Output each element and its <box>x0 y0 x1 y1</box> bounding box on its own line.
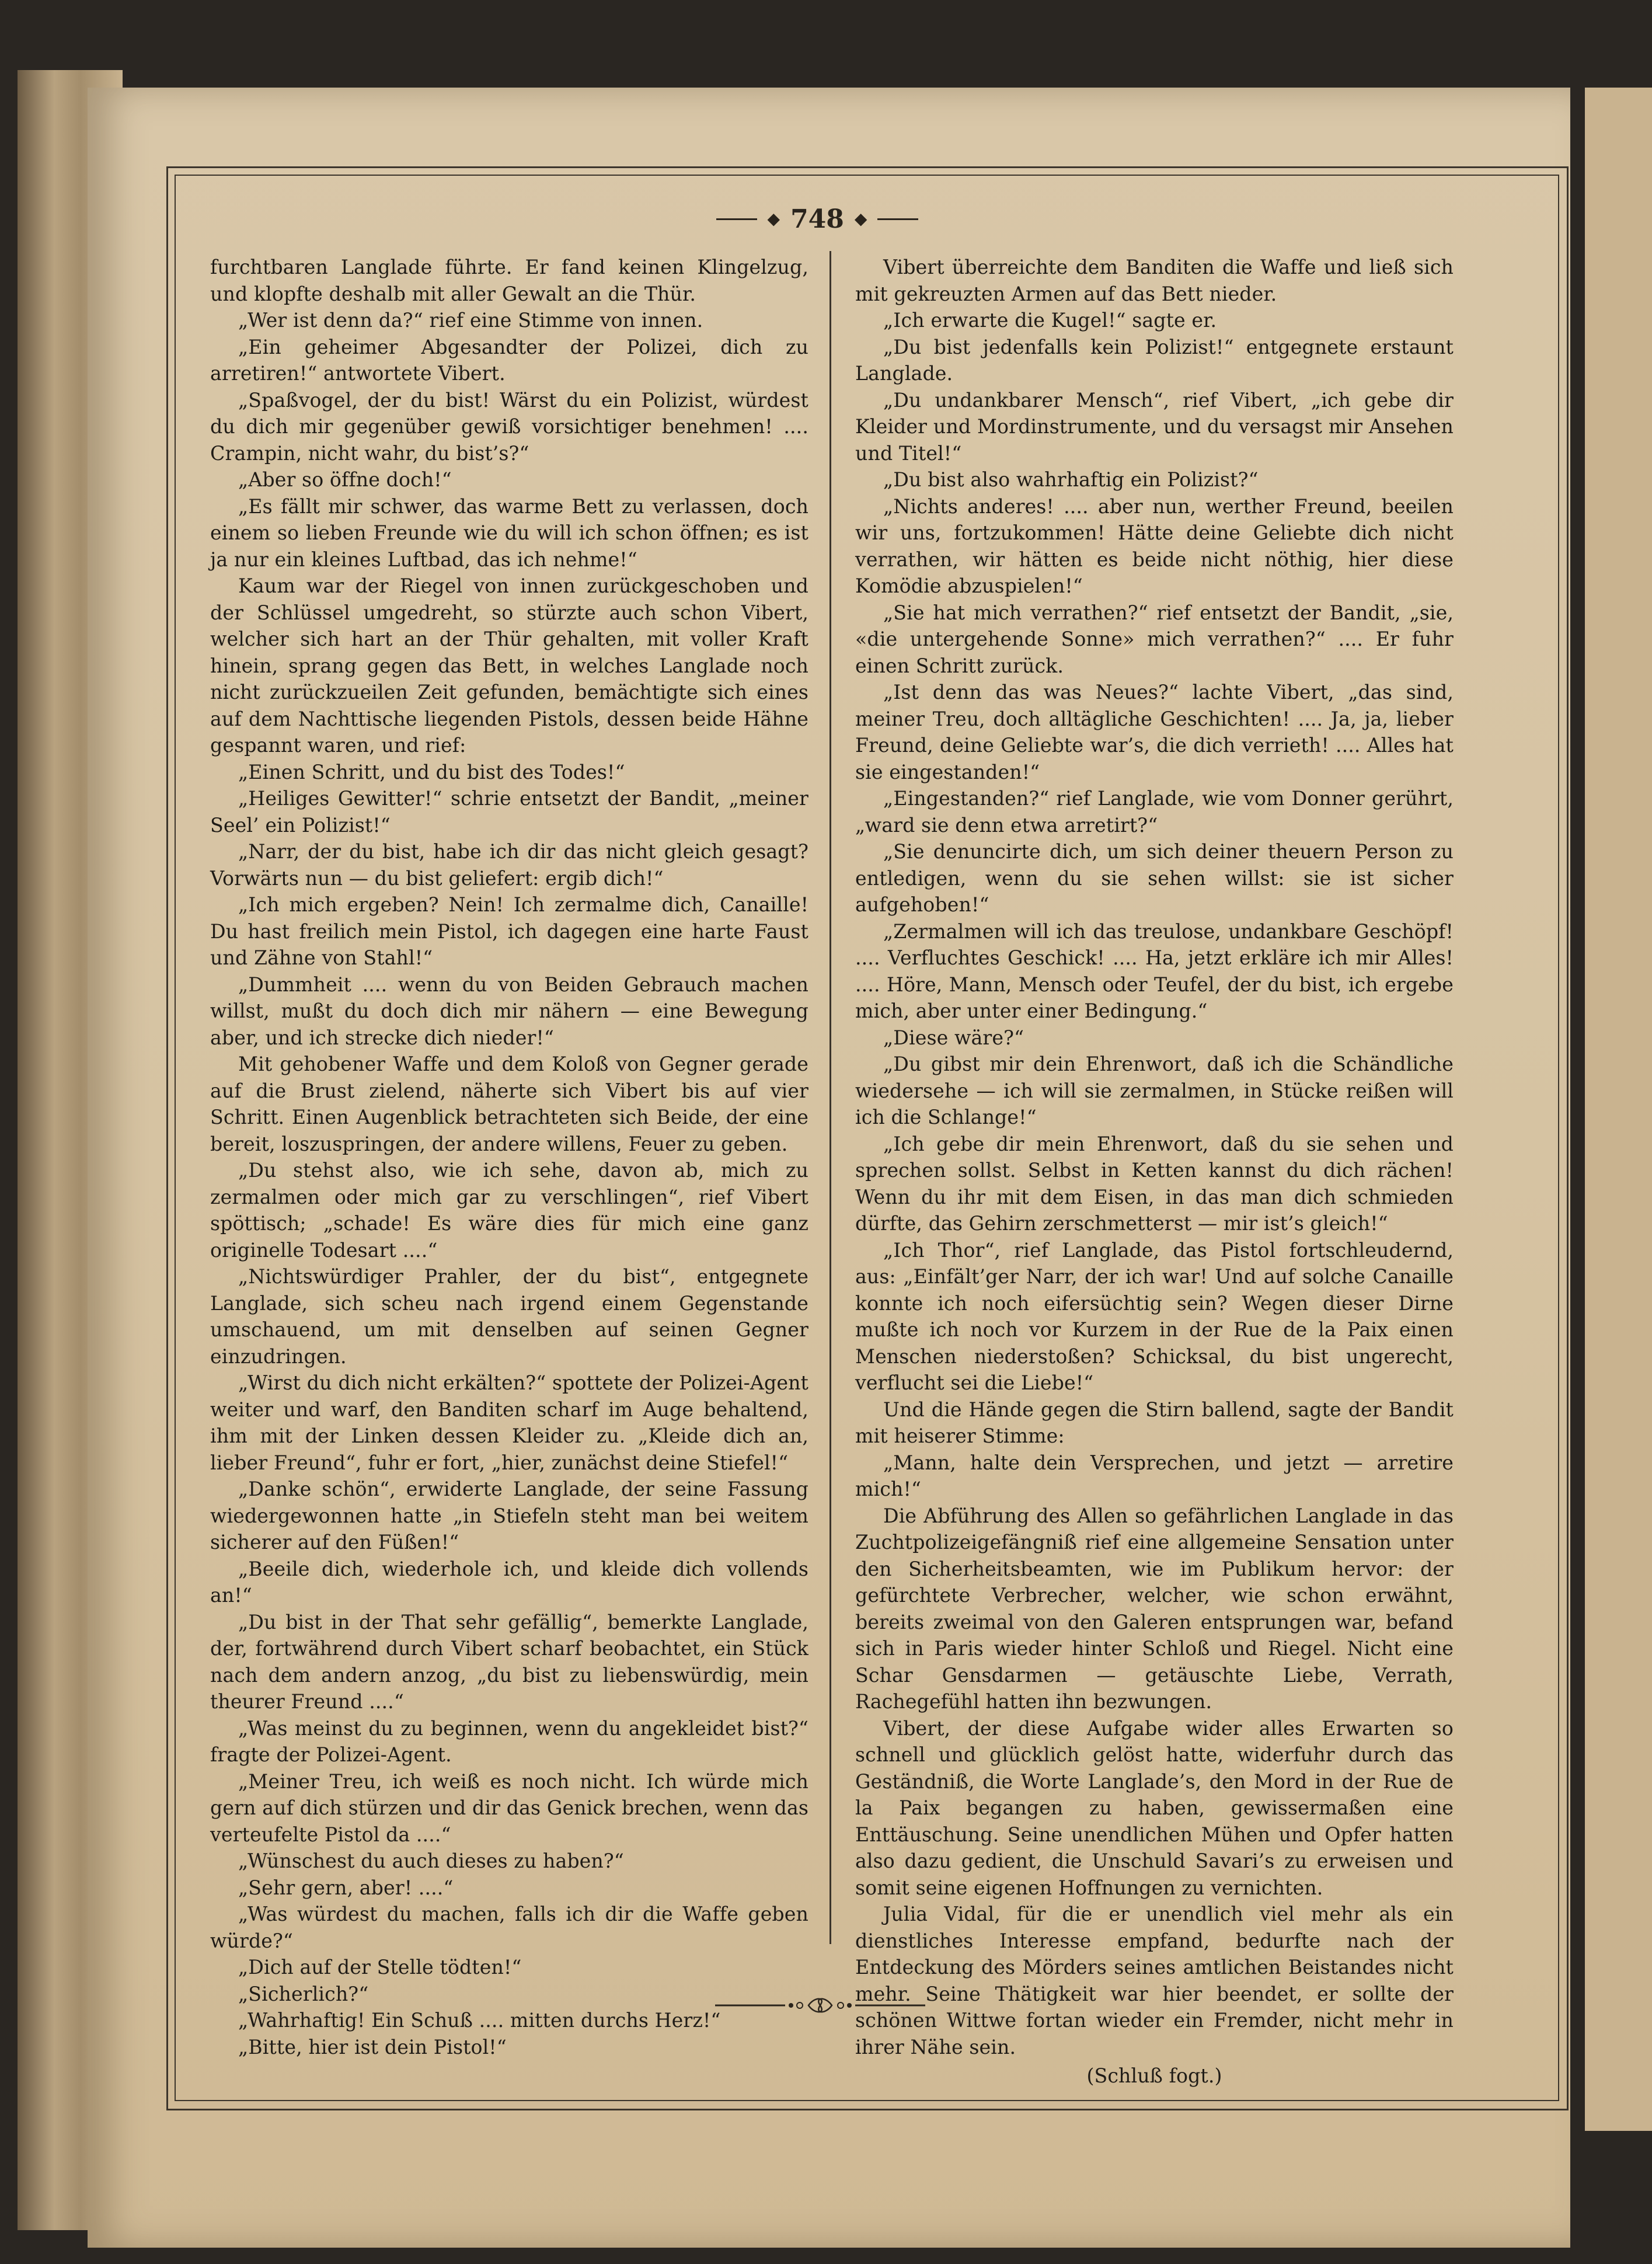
right-column-paragraph: „Mann, halte dein Versprechen, und jetzt — arretire mich!“ <box>855 1451 1454 1500</box>
header-rule-right <box>877 218 918 220</box>
left-column-paragraph: „Wirst du dich nicht erkälten?“ spottete der Polizei-Agent weiter und warf, den Banditen scharf im Auge behaltend, ihm mit der Linken dessen Kleider zu. „Kleide dich an, lieber Freund“, fuhr er fort, „hier, zunächst deine Stiefel!“ <box>210 1371 808 1474</box>
left-column-paragraph: „Aber so öffne doch!“ <box>238 468 452 491</box>
header-ornament-left: ◆ <box>767 209 780 228</box>
left-column-paragraph: „Dich auf der Stelle tödten!“ <box>238 1956 522 1979</box>
left-column-paragraph: „Wahrhaftig! Ein Schuß .... mitten durchs Herz!“ <box>238 2009 721 2032</box>
left-column-paragraph: „Ich mich ergeben? Nein! Ich zermalme dich, Canaille! Du hast freilich mein Pistol, ich dagegen eine harte Faust und Zähne von Stahl!“ <box>210 893 808 969</box>
page-header <box>700 201 934 236</box>
left-column-paragraph: „Es fällt mir schwer, das warme Bett zu verlassen, doch einem so lieben Freunde wie du will ich schon öffnen; es ist ja nur ein kleines Luftbad, das ich nehme!“ <box>210 494 808 571</box>
right-column <box>855 254 1454 2087</box>
left-column <box>210 254 808 2059</box>
left-column-paragraph: „Meiner Treu, ich weiß es noch nicht. Ich würde mich gern auf dich stürzen und dir das Genick brechen, wenn das verteufelte Pistol da ....“ <box>210 1770 808 1846</box>
page-number: 748 <box>790 204 844 234</box>
left-column-paragraph: „Einen Schritt, und du bist des Todes!“ <box>238 760 625 783</box>
left-column-paragraph: „Sicherlich?“ <box>238 1982 369 2005</box>
left-column-paragraph: „Sehr gern, aber! ....“ <box>238 1876 454 1899</box>
left-column-paragraph: „Spaßvogel, der du bist! Wärst du ein Polizist, würdest du dich mir gegenüber gewiß vorsichtiger benehmen! .... Crampin, nicht wahr, du bist’s?“ <box>210 388 808 465</box>
left-column-paragraph: „Was würdest du machen, falls ich dir die Waffe geben würde?“ <box>210 1903 808 1952</box>
right-column-paragraph: „Sie hat mich verrathen?“ rief entsetzt der Bandit, „sie, «die untergehende Sonne» mich verrathen?“ .... Er fuhr einen Schritt zurück. <box>855 601 1454 677</box>
right-column-paragraph: Vibert überreichte dem Banditen die Waffe und ließ sich mit gekreuzten Armen auf das Bett nieder. <box>855 256 1454 305</box>
left-column-paragraph: „Was meinst du zu beginnen, wenn du angekleidet bist?“ fragte der Polizei-Agent. <box>210 1716 808 1766</box>
right-column-paragraph: „Ich gebe dir mein Ehrenwort, daß du sie sehen und sprechen sollst. Selbst in Ketten kannst du dich rächen! Wenn du ihr mit dem Eisen, in das man dich schmieden dürfte, das Gehirn zerschmetterst — mir ist’s gleich!“ <box>855 1132 1454 1235</box>
right-column-paragraph: „Ist denn das was Neues?“ lachte Vibert, „das sind, meiner Treu, doch alltägliche Geschichten! .... Ja, ja, lieber Freund, deine Geliebte war’s, die dich verrieth! .... Alles hat sie eingestanden!“ <box>855 681 1454 783</box>
left-column-paragraph: „Du bist in der That sehr gefällig“, bemerkte Langlade, der, fortwährend durch Vibert scharf beobachtet, ein Stück nach dem andern anzog, „du bist zu liebenswürdig, mein theurer Freund ....“ <box>210 1610 808 1713</box>
left-column-paragraph: „Danke schön“, erwiderte Langlade, der seine Fassung wiedergewonnen hatte „in Stiefeln steht man bei weitem sicherer auf den Füßen!“ <box>210 1478 808 1554</box>
right-column-paragraph: Vibert, der diese Aufgabe wider alles Erwarten so schnell und glücklich gelöst hatte, widerfuhr durch das Geständniß, die Worte Langlade’s, den Mord in der Rue de la Paix begangen zu haben, gewissermaßen eine Enttäuschung. Seine unendlichen Mühen und Opfer hatten also dazu gedient, die Unschuld Savari’s zu erweisen und somit seine eigenen Hoffnungen zu vernichten. <box>855 1716 1454 1899</box>
left-column-paragraph: furchtbaren Langlade führte. Er fand keinen Klingelzug, und klopfte deshalb mit aller Gewalt an die Thür. <box>210 256 808 305</box>
right-column-paragraph: „Diese wäre?“ <box>883 1026 1024 1049</box>
left-column-paragraph: Mit gehobener Waffe und dem Koloß von Gegner gerade auf die Brust zielend, näherte sich Vibert bis auf vier Schritt. Einen Augenblick betrachteten sich Beide, der eine bereit, loszuspringen, der andere willens, Feuer zu geben. <box>210 1053 808 1155</box>
left-column-paragraph: „Nichtswürdiger Prahler, der du bist“, entgegnete Langlade, sich scheu nach irgend einem Gegenstande umschauend, um mit denselben auf seinen Gegner einzudringen. <box>210 1265 808 1368</box>
end-ornament <box>715 1991 925 2020</box>
right-column-paragraph: „Du bist jedenfalls kein Polizist!“ entgegnete erstaunt Langlade. <box>855 335 1454 385</box>
right-column-paragraph: Julia Vidal, für die er unendlich viel mehr als ein dienstliches Interesse empfand, bedurfte nach der Entdeckung des Mörders seines amtlichen Beistandes nicht mehr. Seine Thätigkeit war hier beendet, er sollte der schönen Wittwe fortan wieder ein Fremder, nicht mehr in ihrer Nähe sein. <box>855 1903 1454 2059</box>
end-ornament-graphic <box>715 1991 925 2020</box>
header-ornament-right: ◆ <box>854 209 867 228</box>
left-column-paragraph: „Wer ist denn da?“ rief eine Stimme von innen. <box>238 309 703 332</box>
left-column-paragraph: „Ein geheimer Abgesandter der Polizei, dich zu arretiren!“ antwortete Vibert. <box>210 335 808 385</box>
left-column-paragraph: „Wünschest du auch dieses zu haben?“ <box>238 1849 624 1872</box>
right-column-paragraph: „Zermalmen will ich das treulose, undankbare Geschöpf! .... Verfluchtes Geschick! .... Ha, jetzt erkläre ich mir Alles! .... Höre, Mann, Mensch oder Teufel, der du bist, ich ergebe mich, aber unter einer Bedingung.“ <box>855 919 1454 1022</box>
right-column-paragraph: „Ich erwarte die Kugel!“ sagte er. <box>883 309 1217 332</box>
header-rule-left <box>716 218 757 220</box>
right-column-paragraph: „Ich Thor“, rief Langlade, das Pistol fortschleudernd, aus: „Einfält’ger Narr, der ich war! Und auf solche Canaille konnte ich noch eifersüchtig sein? Wegen dieser Dirne mußte ich noch vor Kurzem in der Rue de la Paix einen Menschen niederstoßen? Schicksal, du bist ungerecht, verflucht sei die Liebe!“ <box>855 1238 1454 1394</box>
continuation-note: (Schluß fogt.) <box>1086 2064 1222 2087</box>
left-column-paragraph: „Bitte, hier ist dein Pistol!“ <box>238 2035 507 2059</box>
column-divider <box>830 251 831 1944</box>
left-column-paragraph: „Du stehst also, wie ich sehe, davon ab, mich zu zermalmen oder mich gar zu verschlingen“, rief Vibert spöttisch; „schade! Es wäre dies für mich eine ganz originelle Todesart ....“ <box>210 1159 808 1262</box>
right-column-paragraph: „Nichts anderes! .... aber nun, werther Freund, beeilen wir uns, fortzukommen! Hätte deine Geliebte dich nicht verrathen, wir hätten es beide nicht nöthig, hier diese Komödie abzuspielen!“ <box>855 494 1454 597</box>
right-column-paragraph: „Du gibst mir dein Ehrenwort, daß ich die Schändliche wiedersehe — ich will sie zermalmen, in Stücke reißen will ich die Schlange!“ <box>855 1053 1454 1128</box>
right-column-paragraph: „Du bist also wahrhaftig ein Polizist?“ <box>883 468 1259 491</box>
right-column-paragraph: Und die Hände gegen die Stirn ballend, sagte der Bandit mit heiserer Stimme: <box>855 1398 1454 1447</box>
right-column-paragraph: „Eingestanden?“ rief Langlade, wie vom Donner gerührt, „ward sie denn etwa arretirt?“ <box>855 787 1454 837</box>
left-column-paragraph: „Beeile dich, wiederhole ich, und kleide dich vollends an!“ <box>210 1557 808 1607</box>
right-column-paragraph: „Du undankbarer Mensch“, rief Vibert, „ich gebe dir Kleider und Mordinstrumente, und du versagst mir Ansehen und Titel!“ <box>855 388 1454 465</box>
right-column-paragraph: Die Abführung des Allen so gefährlichen Langlade in das Zuchtpolizeigefängniß rief eine allgemeine Sensation unter den Sicherheitsbeamten, wie im Publikum hervor: der gefürchtete Verbrecher, welcher, wie schon erwähnt, bereits zweimal von den Galeren entsprungen war, befand sich in Paris wieder hinter Schloß und Riegel. Nicht eine Schar Gensdarmen — getäuschte Liebe, Verrath, Rachegefühl hatten ihn bezwungen. <box>855 1504 1454 1713</box>
neighbor-page <box>1585 88 1652 2131</box>
left-column-paragraph: „Narr, der du bist, habe ich dir das nicht gleich gesagt? Vorwärts nun — du bist geliefert: ergib dich!“ <box>210 840 808 890</box>
left-column-paragraph: Kaum war der Riegel von innen zurückgeschoben und der Schlüssel umgedreht, so stürzte auch schon Vibert, welcher sich hart an der Thür gehalten, mit voller Kraft hinein, sprang gegen das Bett, in welches Langlade noch nicht zurückzueilen Zeit gefunden, bemächtigte sich eines auf dem Nachttische liegenden Pistols, dessen beide Hähne gespannt waren, und rief: <box>210 574 808 757</box>
left-column-paragraph: „Heiliges Gewitter!“ schrie entsetzt der Bandit, „meiner Seel’ ein Polizist!“ <box>210 787 808 837</box>
left-column-paragraph: „Dummheit .... wenn du von Beiden Gebrauch machen willst, mußt du doch dich mir nähern — eine Bewegung aber, und ich strecke dich nieder!“ <box>210 973 808 1049</box>
right-column-paragraph: „Sie denuncirte dich, um sich deiner theuern Person zu entledigen, wenn du sie sehen willst: sie ist sicher aufgehoben!“ <box>855 840 1454 916</box>
